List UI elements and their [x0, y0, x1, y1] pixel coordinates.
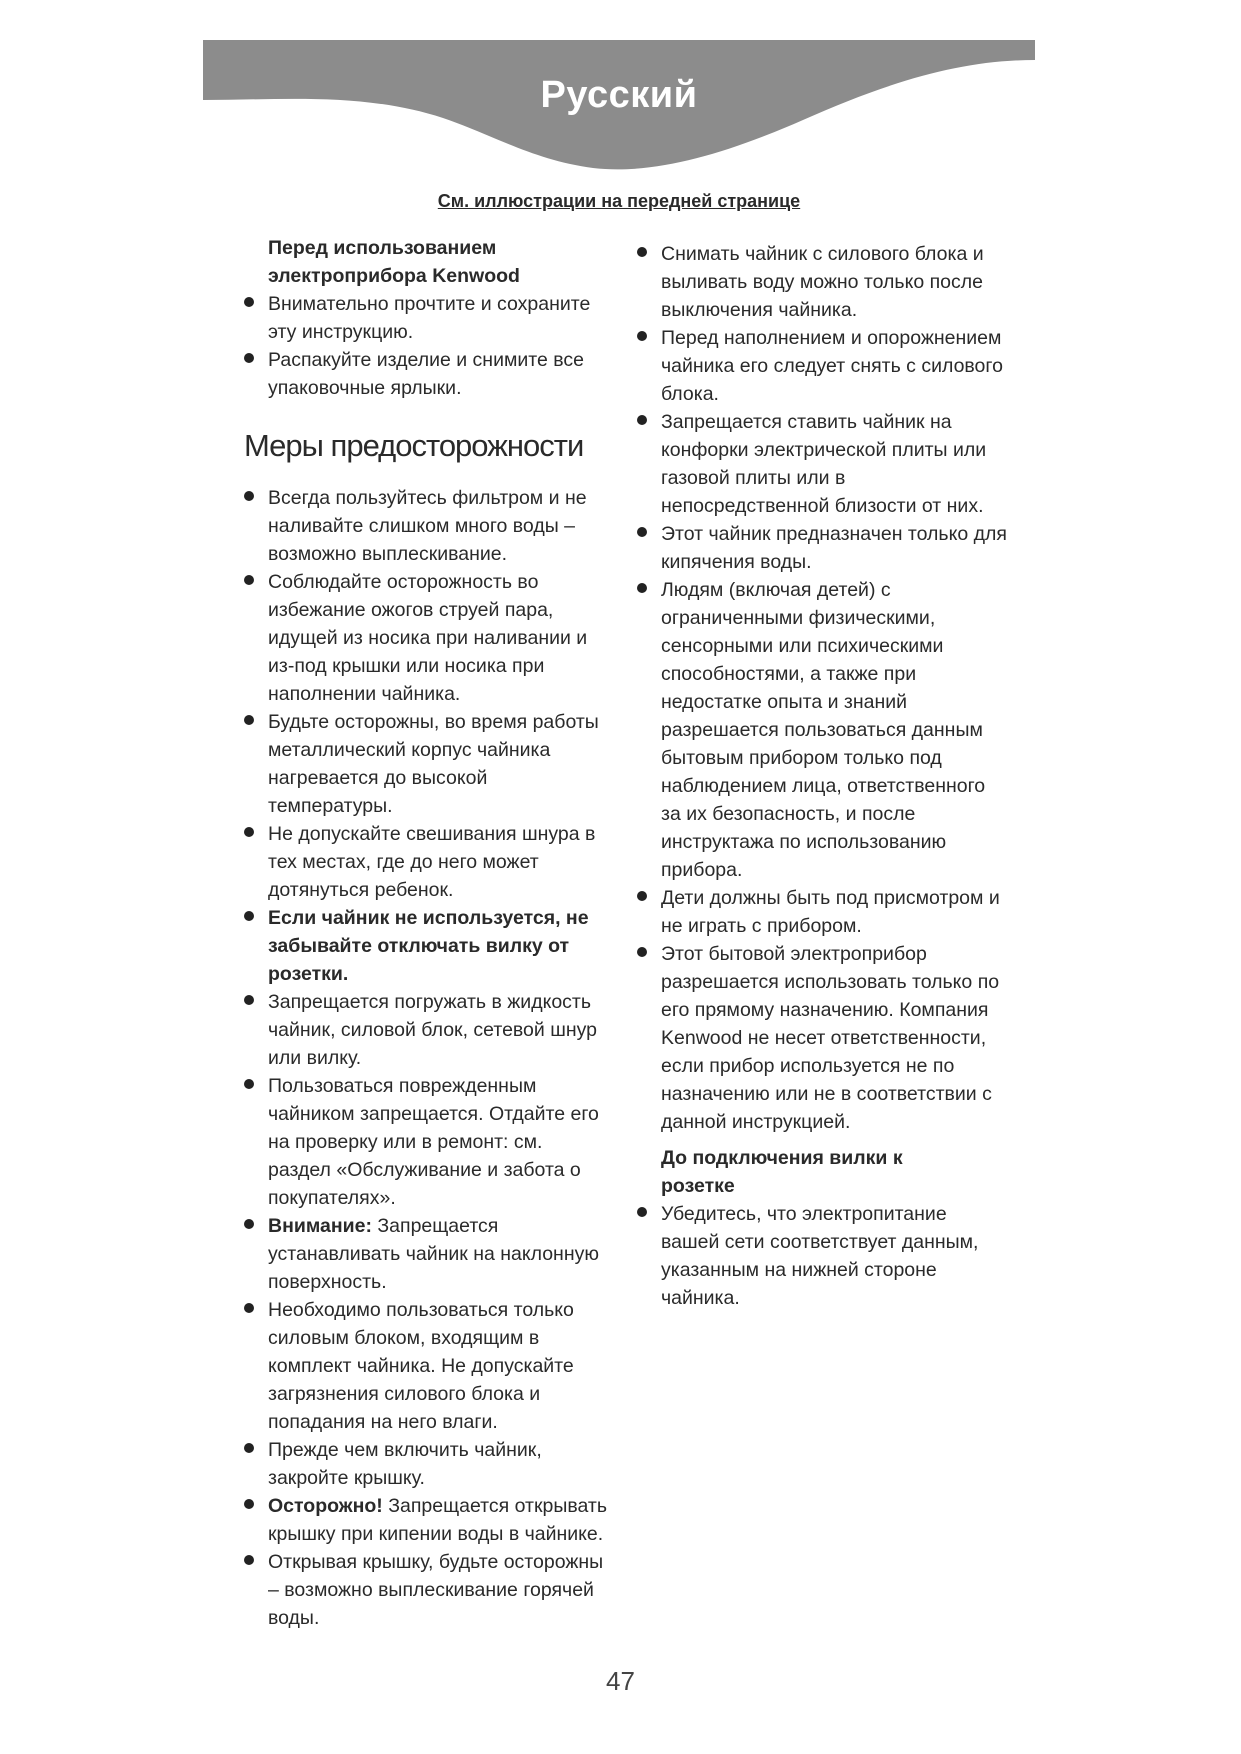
list-item: Всегда пользуйтесь фильтром и не наливайте слишком много воды – возможно выплескивание.	[244, 484, 610, 568]
left-column	[244, 234, 610, 1632]
list-item: Необходимо пользоваться только силовым блоком, входящим в комплект чайника. Не допускайте загрязнения силового блока и попадания на него влаги.	[244, 1296, 610, 1436]
before-plugging-list	[637, 1200, 1009, 1312]
list-item: Запрещается ставить чайник на конфорки электрической плиты или газовой плиты или в непосредственной близости от них.	[637, 408, 1009, 520]
page-number: 47	[606, 1666, 635, 1696]
list-item: Прежде чем включить чайник, закройте крышку.	[244, 1436, 610, 1492]
list-item: Распакуйте изделие и снимите все упаковочные ярлыки.	[244, 346, 610, 402]
illustrations-reference-note: См. иллюстрации на передней странице	[437, 191, 801, 211]
list-item: Убедитесь, что электропитание вашей сети соответствует данным, указанным на нижней стороне чайника.	[637, 1200, 1009, 1312]
before-plugging-heading: До подключения вилки к розетке	[661, 1147, 903, 1197]
list-item: Дети должны быть под присмотром и не играть с прибором.	[637, 884, 1009, 940]
safety-section-title: Меры предосторожности	[244, 428, 584, 463]
list-item: Внимательно прочтите и сохраните эту инструкцию.	[244, 290, 610, 346]
list-item: Не допускайте свешивания шнура в тех местах, где до него может дотянуться ребенок.	[244, 820, 610, 904]
list-item: Соблюдайте осторожность во избежание ожогов струей пара, идущей из носика при наливании и из-под крышки или носика при наполнении чайника.	[244, 568, 610, 708]
attention-label: Внимание:	[268, 1215, 372, 1237]
list-item: Запрещается погружать в жидкость чайник, силовой блок, сетевой шнур или вилку.	[244, 988, 610, 1072]
caution-label: Осторожно!	[268, 1495, 383, 1517]
list-item: Открывая крышку, будьте осторожны – возможно выплескивание горячей воды.	[244, 1548, 610, 1632]
list-item: Осторожно! Запрещается открывать крышку при кипении воды в чайнике.	[244, 1492, 610, 1548]
list-item: Перед наполнением и опорожнением чайника его следует снять с силового блока.	[637, 324, 1009, 408]
list-item: Этот чайник предназначен только для кипячения воды.	[637, 520, 1009, 576]
list-item: Пользоваться поврежденным чайником запрещается. Отдайте его на проверку или в ремонт: см. раздел «Обслуживание и забота о покупателях».	[244, 1072, 610, 1212]
before-use-heading: Перед использованием электроприбора Kenwood	[268, 237, 520, 287]
list-item: Этот бытовой электроприбор разрешается использовать только по его прямому назначению. Компания Kenwood не несет ответственности, если прибор используется не по назначению или не в соответствии с данной инструкцией.	[637, 940, 1009, 1136]
list-item: Людям (включая детей) с ограниченными физическими, сенсорными или психическими способностями, а также при недостатке опыта и знаний разрешается пользоваться данным бытовым прибором только под наблюдением лица, ответственного за их безопасность, и после инструктажа по использованию прибора.	[637, 576, 1009, 884]
list-item: Внимание: Запрещается устанавливать чайник на наклонную поверхность.	[244, 1212, 610, 1296]
right-column	[637, 240, 1009, 1312]
list-item-bold-warning: Если чайник не используется, не забывайте отключать вилку от розетки.	[244, 904, 610, 988]
safety-list	[244, 484, 610, 1632]
before-use-list	[244, 290, 610, 402]
page-language-title: Русский	[540, 74, 698, 116]
header-band	[203, 40, 1035, 175]
list-item: Будьте осторожны, во время работы металлический корпус чайника нагревается до высокой температуры.	[244, 708, 610, 820]
safety-list-continued	[637, 240, 1009, 1136]
list-item: Снимать чайник с силового блока и выливать воду можно только после выключения чайника.	[637, 240, 1009, 324]
